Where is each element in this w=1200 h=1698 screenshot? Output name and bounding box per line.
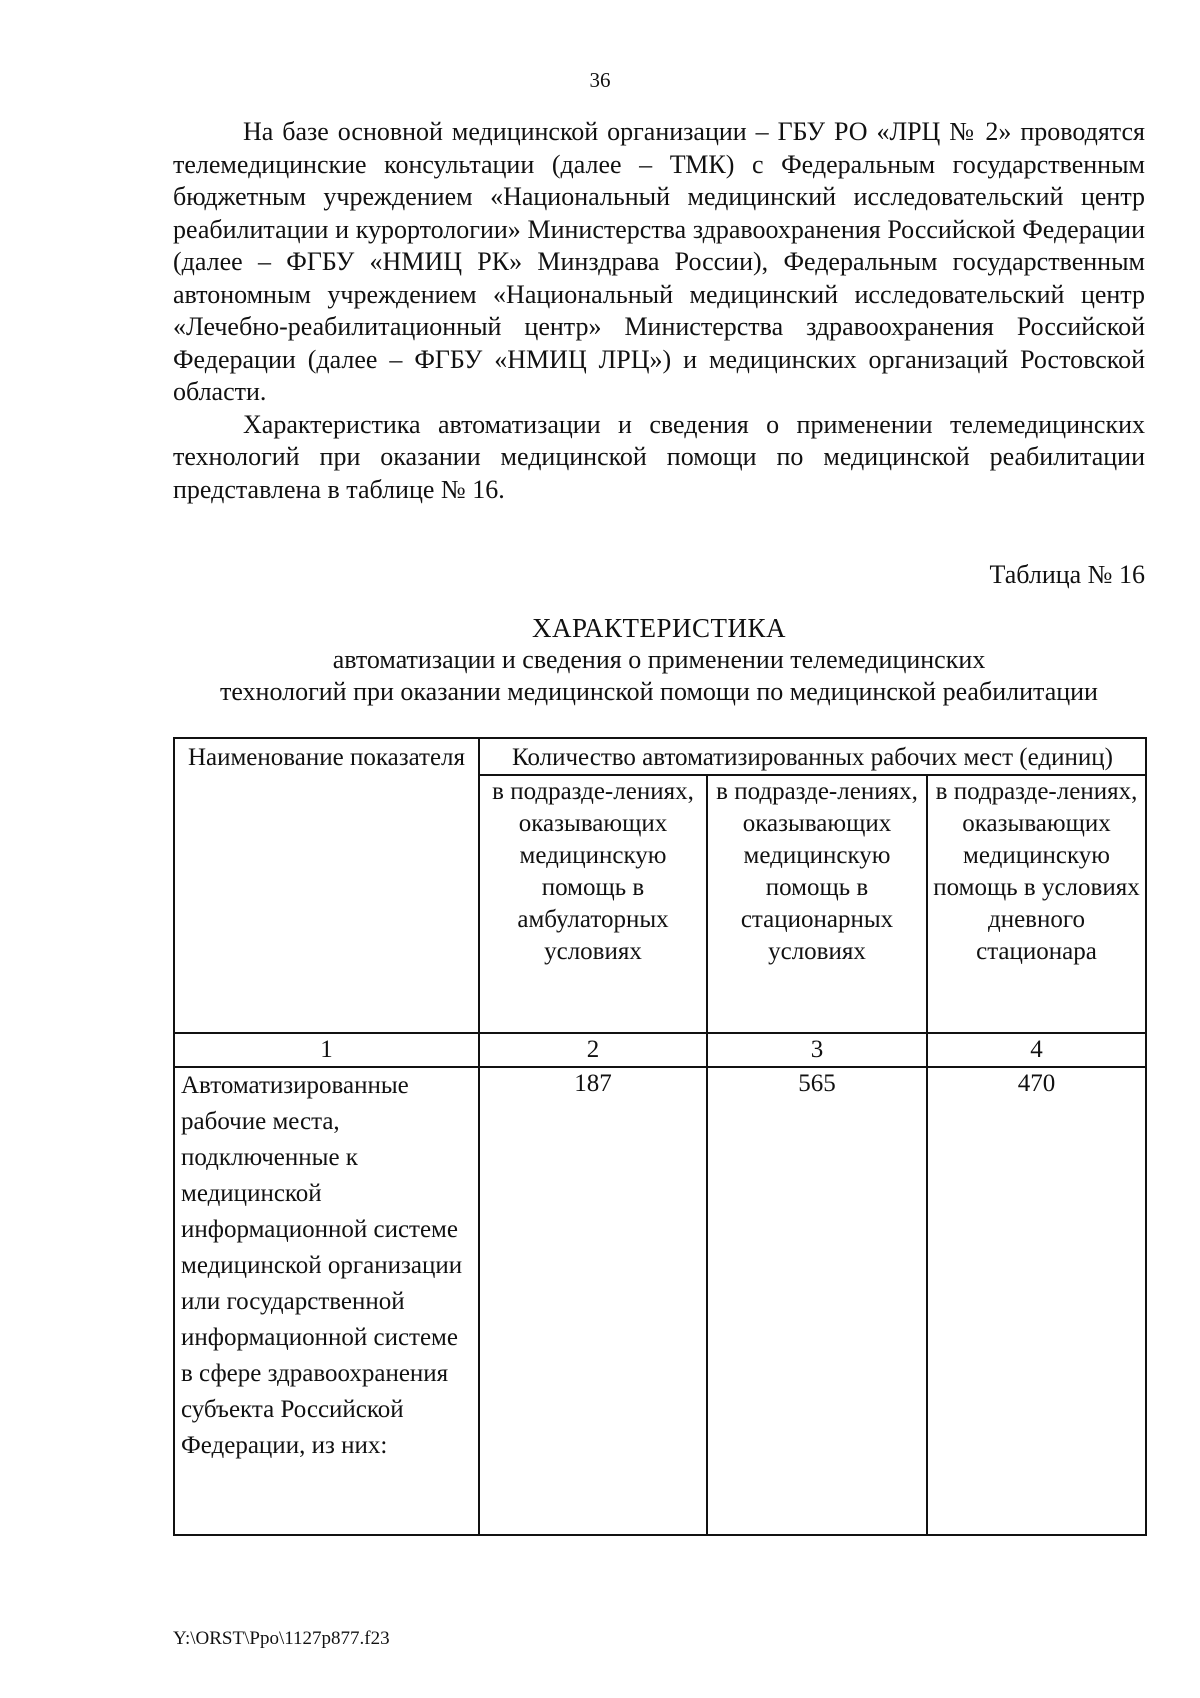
header-indicator: Наименование показателя [174, 738, 479, 1033]
subheader-ambulatory: в подразде-лениях, оказывающих медицинскую помощь в амбулаторных условиях [479, 775, 707, 1033]
data-table [173, 737, 1147, 1536]
subheader-inpatient: в подразде-лениях, оказывающих медицинскую помощь в стационарных условиях [707, 775, 927, 1033]
column-number: 4 [927, 1033, 1146, 1067]
footer-file-path: Y:\ORST\Ppo\1127p877.f23 [173, 1628, 390, 1649]
value-inpatient: 565 [707, 1067, 927, 1535]
value-day-hospital: 470 [927, 1067, 1146, 1535]
column-numbers-row [174, 1033, 1146, 1067]
table-title [173, 612, 1145, 708]
header-group: Количество автоматизированных рабочих мест (единиц) [479, 738, 1146, 775]
column-number: 1 [174, 1033, 479, 1067]
page-number: 36 [589, 68, 611, 92]
table-row [174, 1067, 1146, 1535]
column-number: 3 [707, 1033, 927, 1067]
column-number: 2 [479, 1033, 707, 1067]
value-ambulatory: 187 [479, 1067, 707, 1535]
row-label: Автоматизированные рабочие места, подключенные к медицинской информационной системе медицинской организации или государственной информационной системе в сфере здравоохранения субъекта Российской Федерации, из них: [174, 1067, 479, 1535]
table-title-line-1: автоматизации и сведения о применении телемедицинских [332, 645, 986, 674]
table-title-line-2: технологий при оказании медицинской помощи по медицинской реабилитации [220, 677, 1098, 706]
body-text [173, 116, 1145, 506]
paragraph-1: На базе основной медицинской организации – ГБУ РО «ЛРЦ № 2» проводятся телемедицинские консультации (далее – ТМК) с Федеральным государственным бюджетным учреждением «Национальный медицинский исследовательский центр реабилитации и курортологии» Министерства здравоохранения Российской Федерации (далее – ФГБУ «НМИЦ РК» Минздрава России), Федеральным государственным автономным учреждением «Национальный медицинский исследовательский центр «Лечебно-реабилитационный центр» Министерства здравоохранения Российской Федерации (далее – ФГБУ «НМИЦ ЛРЦ») и медицинских организаций Ростовской области. [173, 117, 1145, 406]
table-header-row-1 [174, 738, 1146, 775]
table-caption: Таблица № 16 [989, 560, 1145, 589]
paragraph-2: Характеристика автоматизации и сведения о применении телемедицинских технологий при оказании медицинской помощи по медицинской реабилитации представлена в таблице № 16. [173, 409, 1145, 504]
subheader-day-hospital: в подразде-лениях, оказывающих медицинскую помощь в условиях дневного стационара [927, 775, 1146, 1033]
table-title-main: ХАРАКТЕРИСТИКА [531, 613, 787, 643]
